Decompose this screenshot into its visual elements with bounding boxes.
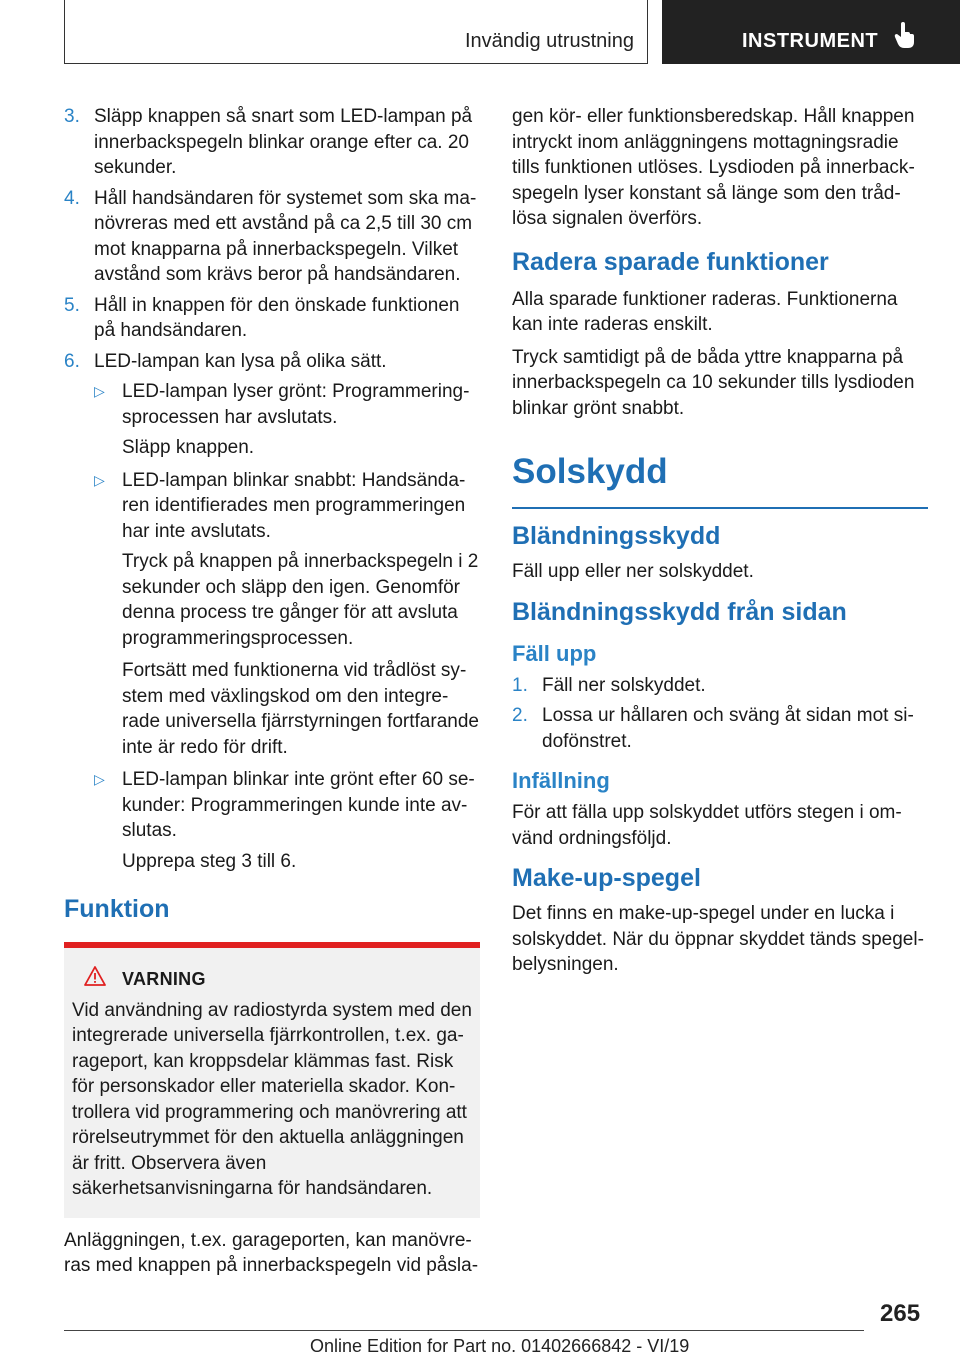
heading-rule [512,507,928,509]
sub-item-text: LED-lampan blinkar inte grönt efter 60 sekunder: Programmeringen kunde inte avslutas. [122,769,475,841]
step-number: 1. [512,674,528,696]
list-item [64,104,480,181]
section-heading: Radera sparade funktioner [512,247,829,276]
step-number: 2. [512,705,528,726]
step-text: Håll handsändaren för systemet som ska manövreras med ett avstånd på ca 2,5 till 30 cm mot knapparna på innerbackspegeln. Vilket avstånd som krävs beror på handsändaren. [94,187,477,285]
step-text: Lossa ur hållaren och sväng åt sidan mot sidofönstret. [542,705,914,752]
warning-triangle-icon [84,966,106,994]
step-text: LED-lampan kan lysa på olika sätt. [94,350,387,372]
warning-text: Vid användning av radiostyrda system med den integrerade universella fjärrkontrollen, t.ex. garageport, kan kroppsdelar klämmas fast. Risk för personskador eller materiella skador. Kontrollera vid programmering och manövrering att rörelseutrymmet för den aktuella anläggningen är fritt. Observera även säkerhetsanvisningarna för handsändaren. [72,999,472,1199]
subsection-heading: Fäll upp [512,640,597,666]
section-heading: Bländningsskydd [512,522,721,550]
list-item [64,293,480,344]
sub-item-paragraph: Upprepa steg 3 till 6. [122,850,297,872]
step-text: Håll in knappen för den önskade funktionen på handsändaren. [94,294,460,341]
list-item [512,673,928,699]
list-item [512,703,928,754]
section-heading: Make-up-spegel [512,864,701,892]
page-number: 265 [880,1300,921,1327]
paragraph: gen kör- eller funktionsberedskap. Håll knappen intryckt inom anläggningens mottagningsradie tills funktionen utlöses. Lysdioden på innerbackspegeln lyser konstant så länge som den trådlösa signalen överförs. [512,106,915,229]
list-item [64,349,480,375]
subsection-heading: Infällning [512,768,610,793]
right-column [512,104,928,985]
footer-text: Online Edition for Part no. 01402666842 - VI/19 [310,1336,690,1356]
step-number: 3. [64,106,80,127]
sub-item-paragraph: Fortsätt med funktionerna vid trådlöst system med växlingskod om den integrerade universella fjärrstyrningen fortfarande inte är redo för drift. [122,660,479,758]
sub-item-text: LED-lampan blinkar snabbt: Handsändaren identifierades men programmeringen har inte avslutats. [122,469,466,542]
step-text: Fäll ner solskyddet. [542,674,706,696]
step-text: Släpp knappen så snart som LED-lampan på innerbackspegeln blinkar orange efter ca. 20 sekunder. [94,106,473,178]
step-number: 5. [64,294,80,316]
sub-list-item [64,767,480,844]
paragraph: Anläggningen, t.ex. garageporten, kan manövreras med knappen på innerbackspegeln vid påsla- [64,1229,479,1276]
step-number: 6. [64,350,80,372]
pointing-hand-icon [894,22,916,53]
sub-item-paragraph: Släpp knappen. [122,437,255,458]
chapter-tab [662,0,960,64]
section-heading: Funktion [64,895,170,923]
sub-item-paragraph: Tryck på knappen på innerbackspegeln i 2 sekunder och släpp den igen. Genomför denna process tre gånger för att avsluta programmeringsprocessen. [122,551,479,649]
triangle-bullet-icon: ▷ [94,771,105,787]
triangle-bullet-icon: ▷ [94,471,105,488]
warning-box [64,948,480,1218]
warning-label: VARNING [122,969,206,989]
chapter-title: INSTRUMENT [742,30,879,52]
sub-list-item [64,468,480,545]
sub-item-text: LED-lampan lyser grönt: Programmeringsprocessen har avslutats. [122,381,470,428]
left-column [64,104,480,1286]
paragraph: Det finns en make-up-spegel under en lucka i solskyddet. När du öppnar skyddet tänds spegelbelysningen. [512,903,924,975]
chapter-heading: Solskydd [512,452,668,491]
paragraph: För att fälla upp solskyddet utförs stegen i omvänd ordningsföljd. [512,802,902,849]
triangle-bullet-icon: ▷ [94,383,105,399]
footer-rule [64,1330,864,1331]
list-item [64,186,480,288]
warning-title [84,966,472,994]
section-heading: Bländningsskydd från sidan [512,597,847,626]
paragraph: Fäll upp eller ner solskyddet. [512,561,754,582]
paragraph: Tryck samtidigt på de båda yttre knapparna på innerbackspegeln ca 10 sekunder tills lysdioden blinkar grönt snabbt. [512,346,915,419]
step-number: 4. [64,187,80,209]
section-title: Invändig utrustning [464,30,634,52]
sub-list-item [64,379,480,430]
paragraph: Alla sparade funktioner raderas. Funktionerna kan inte raderas enskilt. [512,288,898,335]
